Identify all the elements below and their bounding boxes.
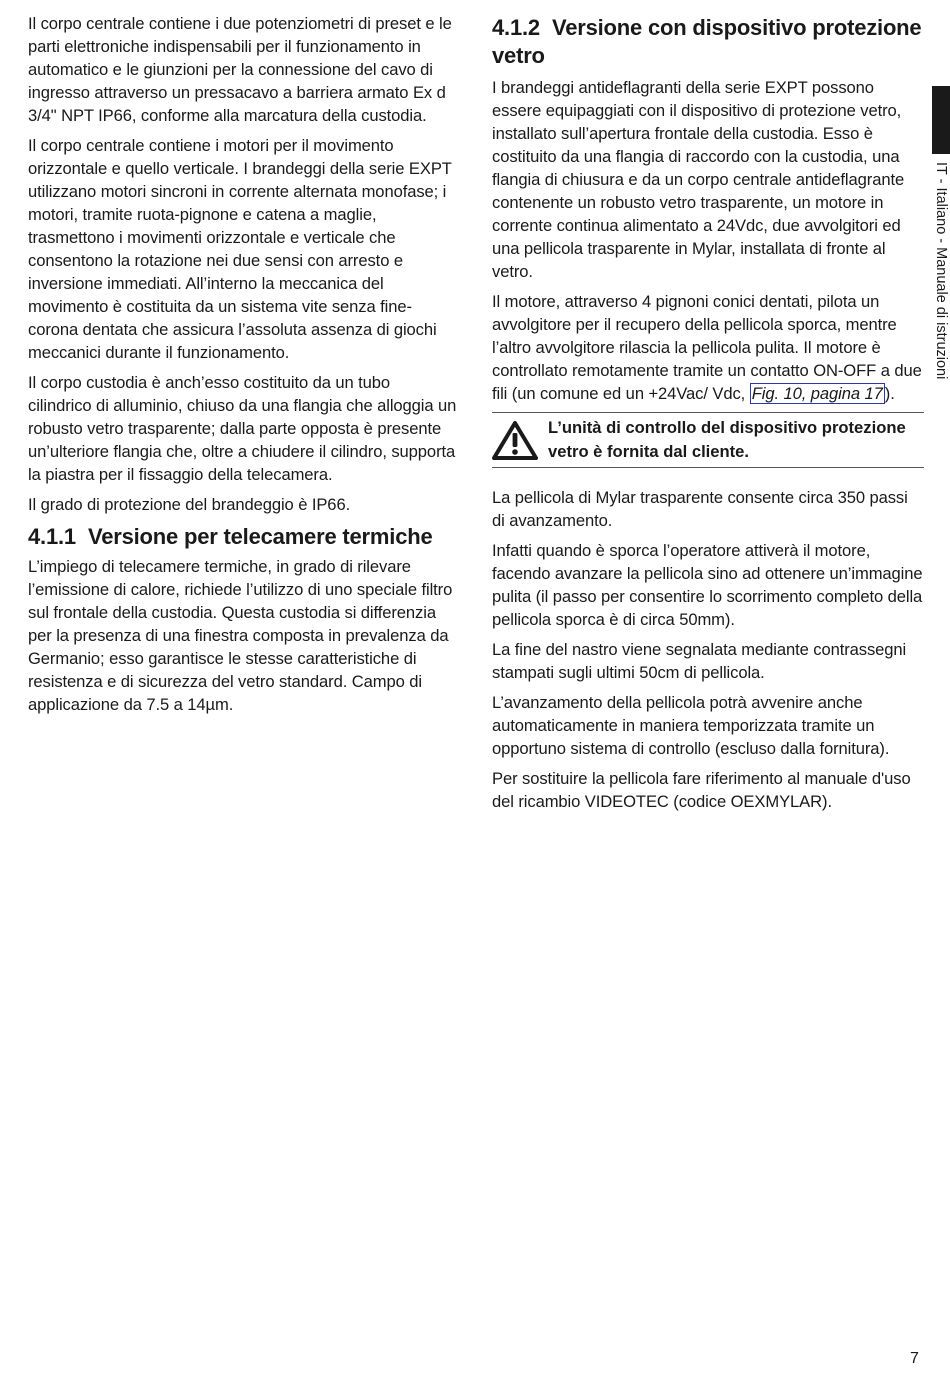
section-heading <box>28 523 458 551</box>
page-number: 7 <box>910 1350 919 1367</box>
figure-link[interactable]: Fig. 10, pagina 17 <box>751 384 883 403</box>
paragraph: Il corpo custodia è anch’esso costituito da un tubo cilindrico di alluminio, chiuso da una flangia che alloggia un robusto vetro trasparente; dalla parte opposta è presente un’ulteriore flangia che, oltre a chiudere il cilindro, supporta la piastra per il fissaggio della telecamera. <box>28 373 457 484</box>
paragraph: Infatti quando è sporca l’operatore attiverà il motore, facendo avanzare la pellicola sino ad ottenere un’immagine pulita (il passo per consentire lo scorrimento completo della pellicola sporca è di circa 50mm). <box>492 541 923 629</box>
paragraph: I brandeggi antideflagranti della serie EXPT possono essere equipaggiati con il dispositivo di protezione vetro, installato sull’apertura frontale della custodia. Esso è costituito da una flangia di raccordo con la custodia, una flangia di chiusura e da un corpo centrale antideflagrante contenente un robusto vetro trasparente, un motore in corrente continua alimentato a 24Vdc, due avvolgitori ed una pellicola trasparente in Mylar, installata di fronte al vetro. <box>492 78 905 281</box>
section-title: Versione con dispositivo protezione vetro <box>492 15 922 68</box>
paragraph: Il corpo centrale contiene i due potenziometri di preset e le parti elettroniche indispensabili per il funzionamento in automatico e le giunzioni per la connessione del cavo di ingresso attraverso un pressacavo a barriera armato Ex d 3/4" NPT IP66, conforme alla marcatura della custodia. <box>28 14 452 125</box>
paragraph-text: ). <box>884 384 895 403</box>
sidebar-language-label: IT - Italiano - Manuale di istruzioni <box>933 162 949 380</box>
paragraph: La fine del nastro viene segnalata mediante contrassegni stampati sugli ultimi 50cm di pellicola. <box>492 640 907 682</box>
paragraph: La pellicola di Mylar trasparente consente circa 350 passi di avanzamento. <box>492 488 908 530</box>
left-column <box>28 12 458 723</box>
paragraph: L’impiego di telecamere termiche, in grado di rilevare l’emissione di calore, richiede l’utilizzo di uno speciale filtro sul frontale della custodia. Questa custodia si differenzia per la presenza di una finestra composta in prevalenza da Germanio; esso garantisce le stesse caratteristiche di resistenza e di sicurezza del vetro standard. Campo di applicazione da 7.5 a 14µm. <box>28 557 453 714</box>
warning-triangle-icon <box>492 420 538 460</box>
paragraph <box>492 290 924 405</box>
section-number: 4.1.2 <box>492 15 540 40</box>
section-heading <box>492 14 924 70</box>
warning-box <box>492 412 924 468</box>
paragraph: Per sostituire la pellicola fare riferimento al manuale d'uso del ricambio VIDEOTEC (codice OEXMYLAR). <box>492 769 911 811</box>
warning-text: L’unità di controllo del dispositivo protezione vetro è fornita dal cliente. <box>548 418 906 461</box>
paragraph: Il corpo centrale contiene i motori per il movimento orizzontale e quello verticale. I brandeggi della serie EXPT utilizzano motori sincroni in corrente alternata monofase; i motori, tramite ruota-pignone e catena a maglie, trasmettono i movimenti orizzontale e verticale che consentono la rotazione nei due sensi con arresto e inversione immediati. All’interno la meccanica del movimento è costituita da un sistema vite senza fine-corona dentata che assicura l’assoluta assenza di giochi meccanici durante il funzionamento. <box>28 136 452 362</box>
right-column <box>492 12 924 820</box>
section-title: Versione per telecamere termiche <box>87 524 433 549</box>
paragraph: L’avanzamento della pellicola potrà avvenire anche automaticamente in maniera temporizzata tramite un opportuno sistema di controllo (escluso dalla fornitura). <box>492 693 890 758</box>
paragraph-text: Il motore, attraverso 4 pignoni conici dentati, pilota un avvolgitore per il recupero della pellicola sporca, mentre l’altro avvolgitore rilascia la pellicola pulita. Il motore è controllato remotamente tramite un contatto ON-OFF a due fili (un comune ed un +24Vac/ Vdc, <box>492 292 922 403</box>
paragraph: Il grado di protezione del brandeggio è IP66. <box>28 495 351 514</box>
section-number: 4.1.1 <box>28 524 76 549</box>
sidebar-tab-marker <box>932 86 950 154</box>
